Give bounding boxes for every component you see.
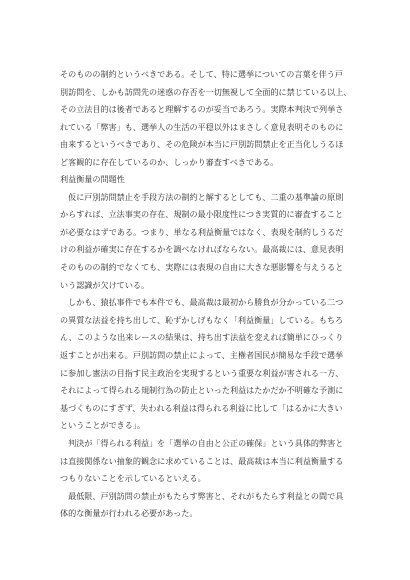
text-line: 返すことが出来る。戸別訪問の禁止によって、主権者国民が簡易な手段で選挙 — [60, 349, 344, 360]
text-line: 最低限、戸別訪問の禁止がもたらす弊害と、それがもたらす利益との間で具 — [60, 490, 344, 501]
text-line: に参加し憲法の目指す民主政治を実現するという重要な利益が害される一方、 — [60, 367, 344, 378]
text-line: の異質な法益を持ち出して、恥ずかしげもなく「利益衡量」している。もちろ — [60, 314, 344, 325]
text-line: それによって得られる規制行為の防止といった利益はたかだか不明確な予測に — [60, 385, 344, 396]
text-line: からすれば、立法事実の存在、規制の最小限度性につき実質的に審査すること — [60, 209, 344, 220]
text-line: そのものの制約でなくても、実際には表現の自由に大きな悪影響を与えうると — [60, 261, 344, 272]
text-line: けの利益が確実に存在するかを調べなければならない。最高裁には、意見表明 — [60, 244, 344, 255]
text-line: いう認識が欠けている。 — [60, 279, 150, 290]
text-line: ん、このような出来レースの結果は、持ち出す法益を変えれば簡単にひっくり — [60, 332, 344, 343]
text-line: しかも、猿払事件でも本件でも、最高裁は最初から勝負が分かっている二つ — [60, 297, 344, 308]
text-line: 判決が「得られる利益」を「選挙の自由と公正の確保」という具体的弊害と — [60, 437, 344, 448]
text-line: 体的な衡量が行われる必要があった。 — [60, 508, 198, 519]
text-line: 仮に戸別訪問禁止を手段方法の制約と解するとしても、二重の基準論の原則 — [60, 191, 344, 202]
text-line: そのものの制約というべきである。そして、特に選挙についての言葉を伴う戸 — [60, 69, 343, 79]
text-line: が必要なはずである。つまり、単なる利益衡量ではなく、表現を制約しうるだ — [60, 226, 344, 237]
text-line: 別訪問を、しかも訪問先の迷惑の存否を一切無視して全面的に禁じている以上、 — [60, 86, 352, 97]
text-line: は直接関係ない抽象的観念に求めていることは、最高裁は本当に利益衡量する — [60, 455, 344, 466]
text-line: ど客観的に存在しているのか、しっかり審査すべきである。 — [60, 156, 279, 167]
text-line: 基づくものにすぎず、失われる利益は得られる利益に比して「はるかに大きい — [60, 402, 343, 413]
paragraph-block-2 — [60, 171, 357, 523]
text-line: その立法目的は後者であると理解するのが妥当であろう。実際本判決で列挙さ — [60, 104, 344, 115]
paragraph-block-1 — [60, 66, 357, 172]
text-line: れている「弊害」も、選挙人の生活の平穏以外はまさしく意見表明そのものに — [60, 121, 344, 132]
text-line: ということができる」。 — [60, 420, 145, 431]
text-line: つもりないことを示しているといえる。 — [60, 473, 206, 484]
text-line: 由来するというべきであり、その危険が本当に戸別訪問禁止を正当化しうるほ — [60, 139, 344, 150]
section-heading: 利益衡量の問題性 — [60, 174, 125, 184]
